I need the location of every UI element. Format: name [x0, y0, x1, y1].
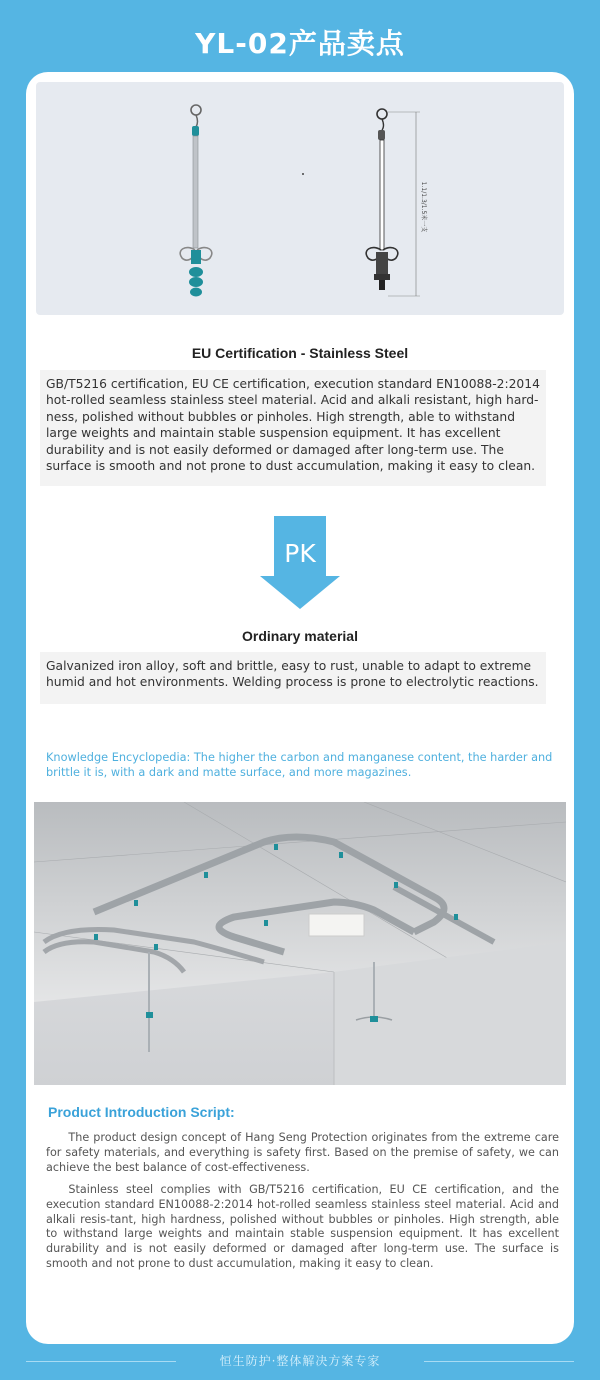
ordinary-section-title: Ordinary material: [242, 628, 358, 644]
page-title: YL-02产品卖点: [195, 27, 405, 60]
intro-paragraph-1: The product design concept of Hang Seng Protection originates from the extreme care for safety materials, and everything is safety first. Based on the premise of safety, we can achieve the best balance of cost-effectiveness.: [46, 1131, 559, 1174]
footer: [0, 1352, 600, 1372]
ceiling-track-photo: [34, 802, 566, 1085]
product-image: [36, 82, 564, 315]
pk-arrow: [260, 516, 340, 615]
knowledge-note: Knowledge Encyclopedia: The higher the carbon and manganese content, the harder and brittle it is, with a dark and matte surface, and more magazines.: [46, 751, 553, 779]
content-card: [26, 72, 574, 1344]
ordinary-section-description: Galvanized iron alloy, soft and brittle, easy to rust, unable to adapt to extreme humid and hot environments. Welding process is prone to electrolytic reactions.: [40, 652, 546, 704]
eu-section-title: EU Certification - Stainless Steel: [191, 345, 409, 361]
intro-title: Product Introduction Script:: [48, 1104, 235, 1120]
footer-slogan: 恒生防护·整体解决方案专家: [219, 1354, 381, 1368]
pole-3d-illustration: [180, 105, 212, 297]
pole-technical-drawing: [366, 109, 420, 296]
intro-paragraph-2: Stainless steel complies with GB/T5216 certification, EU CE certification, and the execution standard EN10088-2:2014 hot-rolled seamless stainless steel material. Acid and alkali resis-tant, high hardness, polished without bubbles or pinholes. High strength, able to withstand large weights and maintain stable suspension equipment. It has excellent durability and is not easily deformed or damaged after long-term use. The surface is smooth and not prone to dust accumulation, making it easy to clean.: [46, 1183, 559, 1270]
dimension-label: 1.1/1.3/1.5米一支: [420, 181, 427, 233]
pk-label: PK: [284, 539, 316, 568]
eu-section-description: GB/T5216 certification, EU CE certification, execution standard EN10088-2:2014 hot-rolled seamless stainless steel material. Acid and alkali resistant, high hard-ness, polished without bubbles or pinholes. High strength, able to withstand large weights and maintain stable suspension equipment. It has excellent durability and is not easily deformed or damaged after long-term use. The surface is smooth and not prone to dust accumulation, making it easy to clean.: [40, 370, 546, 486]
